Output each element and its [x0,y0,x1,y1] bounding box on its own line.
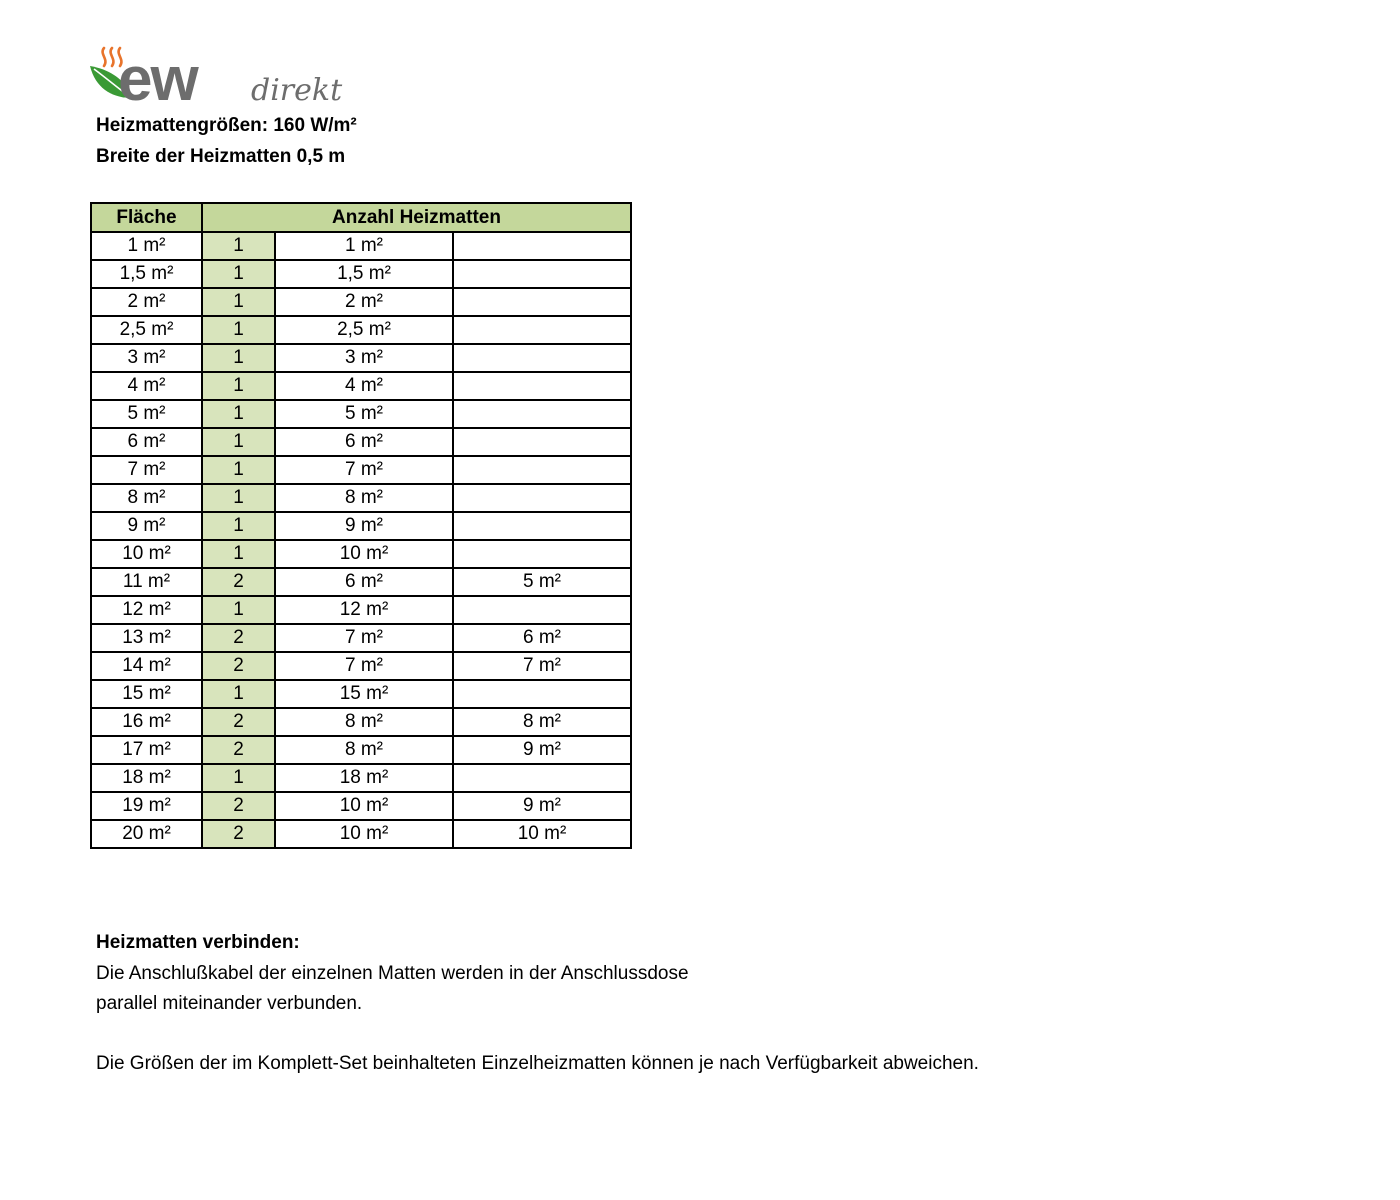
mat-count-cell: 1 [202,680,275,708]
area-cell: 4 m² [91,372,202,400]
mat-size-2-cell [453,484,631,512]
mat-size-2-cell [453,400,631,428]
table-row [91,456,631,484]
mat-size-2-cell [453,540,631,568]
connect-heading: Heizmatten verbinden: [96,932,300,953]
mat-count-cell: 1 [202,316,275,344]
table-row [91,540,631,568]
mat-size-1-cell: 7 m² [275,624,453,652]
table-row [91,568,631,596]
connect-text-line1: Die Anschlußkabel der einzelnen Matten werden in der Anschlussdose [96,963,689,984]
area-cell: 1,5 m² [91,260,202,288]
table-row [91,736,631,764]
mat-size-2-cell [453,428,631,456]
heading-power: Heizmattengrößen: 160 W/m² [96,115,357,136]
table-row [91,260,631,288]
mat-count-cell: 1 [202,540,275,568]
mat-count-cell: 1 [202,512,275,540]
mat-count-cell: 1 [202,288,275,316]
table-row [91,512,631,540]
table-row [91,624,631,652]
mat-count-cell: 2 [202,792,275,820]
mat-size-2-cell [453,512,631,540]
heating-mat-table [90,202,632,849]
mat-count-cell: 1 [202,232,275,260]
mat-size-2-cell: 8 m² [453,708,631,736]
mat-count-cell: 1 [202,428,275,456]
mat-size-1-cell: 18 m² [275,764,453,792]
mat-size-2-cell [453,316,631,344]
table-row [91,400,631,428]
table-row [91,428,631,456]
area-cell: 11 m² [91,568,202,596]
mat-count-cell: 2 [202,708,275,736]
mat-size-1-cell: 8 m² [275,484,453,512]
mat-count-cell: 2 [202,568,275,596]
area-cell: 19 m² [91,792,202,820]
mat-size-1-cell: 6 m² [275,568,453,596]
mat-size-2-cell [453,344,631,372]
logo-sub-text: direkt [251,73,343,108]
mat-count-cell: 1 [202,596,275,624]
mat-size-1-cell: 7 m² [275,652,453,680]
area-cell: 13 m² [91,624,202,652]
mat-size-2-cell [453,456,631,484]
mat-count-cell: 2 [202,652,275,680]
mat-size-1-cell: 1 m² [275,232,453,260]
mat-size-1-cell: 1,5 m² [275,260,453,288]
mat-size-2-cell: 7 m² [453,652,631,680]
area-cell: 1 m² [91,232,202,260]
mat-size-1-cell: 6 m² [275,428,453,456]
mat-count-cell: 1 [202,372,275,400]
mat-count-cell: 2 [202,736,275,764]
mat-size-1-cell: 15 m² [275,680,453,708]
area-cell: 12 m² [91,596,202,624]
area-cell: 7 m² [91,456,202,484]
mat-size-2-cell: 5 m² [453,568,631,596]
mat-size-1-cell: 8 m² [275,708,453,736]
table-header-row [91,203,631,232]
table-row [91,372,631,400]
mat-size-1-cell: 9 m² [275,512,453,540]
connect-text-line2: parallel miteinander verbunden. [96,993,363,1014]
area-cell: 3 m² [91,344,202,372]
mat-size-2-cell [453,764,631,792]
mat-size-1-cell: 10 m² [275,540,453,568]
mat-size-2-cell [453,680,631,708]
area-cell: 10 m² [91,540,202,568]
mat-size-1-cell: 5 m² [275,400,453,428]
mat-size-1-cell: 10 m² [275,820,453,848]
mat-size-2-cell [453,232,631,260]
mat-size-2-cell [453,288,631,316]
table-row [91,288,631,316]
heading-width: Breite der Heizmatten 0,5 m [96,146,346,167]
table-row [91,232,631,260]
table-row [91,596,631,624]
table-row [91,708,631,736]
area-cell: 16 m² [91,708,202,736]
mat-size-2-cell [453,372,631,400]
mat-size-2-cell: 10 m² [453,820,631,848]
mat-count-cell: 2 [202,624,275,652]
mat-size-2-cell [453,596,631,624]
table-row [91,344,631,372]
area-cell: 2,5 m² [91,316,202,344]
area-cell: 5 m² [91,400,202,428]
table-row [91,764,631,792]
table-row [91,484,631,512]
mat-size-2-cell: 6 m² [453,624,631,652]
mat-count-cell: 1 [202,344,275,372]
mat-size-2-cell: 9 m² [453,736,631,764]
logo-main-text: ew [118,46,197,108]
table-row [91,792,631,820]
company-logo [88,46,358,108]
header-mat-count: Anzahl Heizmatten [202,203,631,232]
area-cell: 8 m² [91,484,202,512]
area-cell: 20 m² [91,820,202,848]
mat-size-1-cell: 2,5 m² [275,316,453,344]
mat-size-1-cell: 7 m² [275,456,453,484]
area-cell: 6 m² [91,428,202,456]
mat-count-cell: 1 [202,484,275,512]
mat-count-cell: 1 [202,764,275,792]
table-row [91,820,631,848]
mat-size-1-cell: 12 m² [275,596,453,624]
mat-count-cell: 1 [202,260,275,288]
mat-size-1-cell: 4 m² [275,372,453,400]
table-row [91,680,631,708]
availability-note: Die Größen der im Komplett-Set beinhalteten Einzelheizmatten können je nach Verfügbarkeit abweichen. [96,1053,979,1074]
mat-count-cell: 1 [202,456,275,484]
mat-size-1-cell: 8 m² [275,736,453,764]
area-cell: 2 m² [91,288,202,316]
area-cell: 18 m² [91,764,202,792]
area-cell: 9 m² [91,512,202,540]
mat-size-2-cell: 9 m² [453,792,631,820]
area-cell: 14 m² [91,652,202,680]
mat-size-2-cell [453,260,631,288]
mat-size-1-cell: 2 m² [275,288,453,316]
mat-size-1-cell: 3 m² [275,344,453,372]
table-row [91,652,631,680]
table-row [91,316,631,344]
area-cell: 17 m² [91,736,202,764]
mat-count-cell: 2 [202,820,275,848]
header-area: Fläche [91,203,202,232]
area-cell: 15 m² [91,680,202,708]
mat-count-cell: 1 [202,400,275,428]
mat-size-1-cell: 10 m² [275,792,453,820]
